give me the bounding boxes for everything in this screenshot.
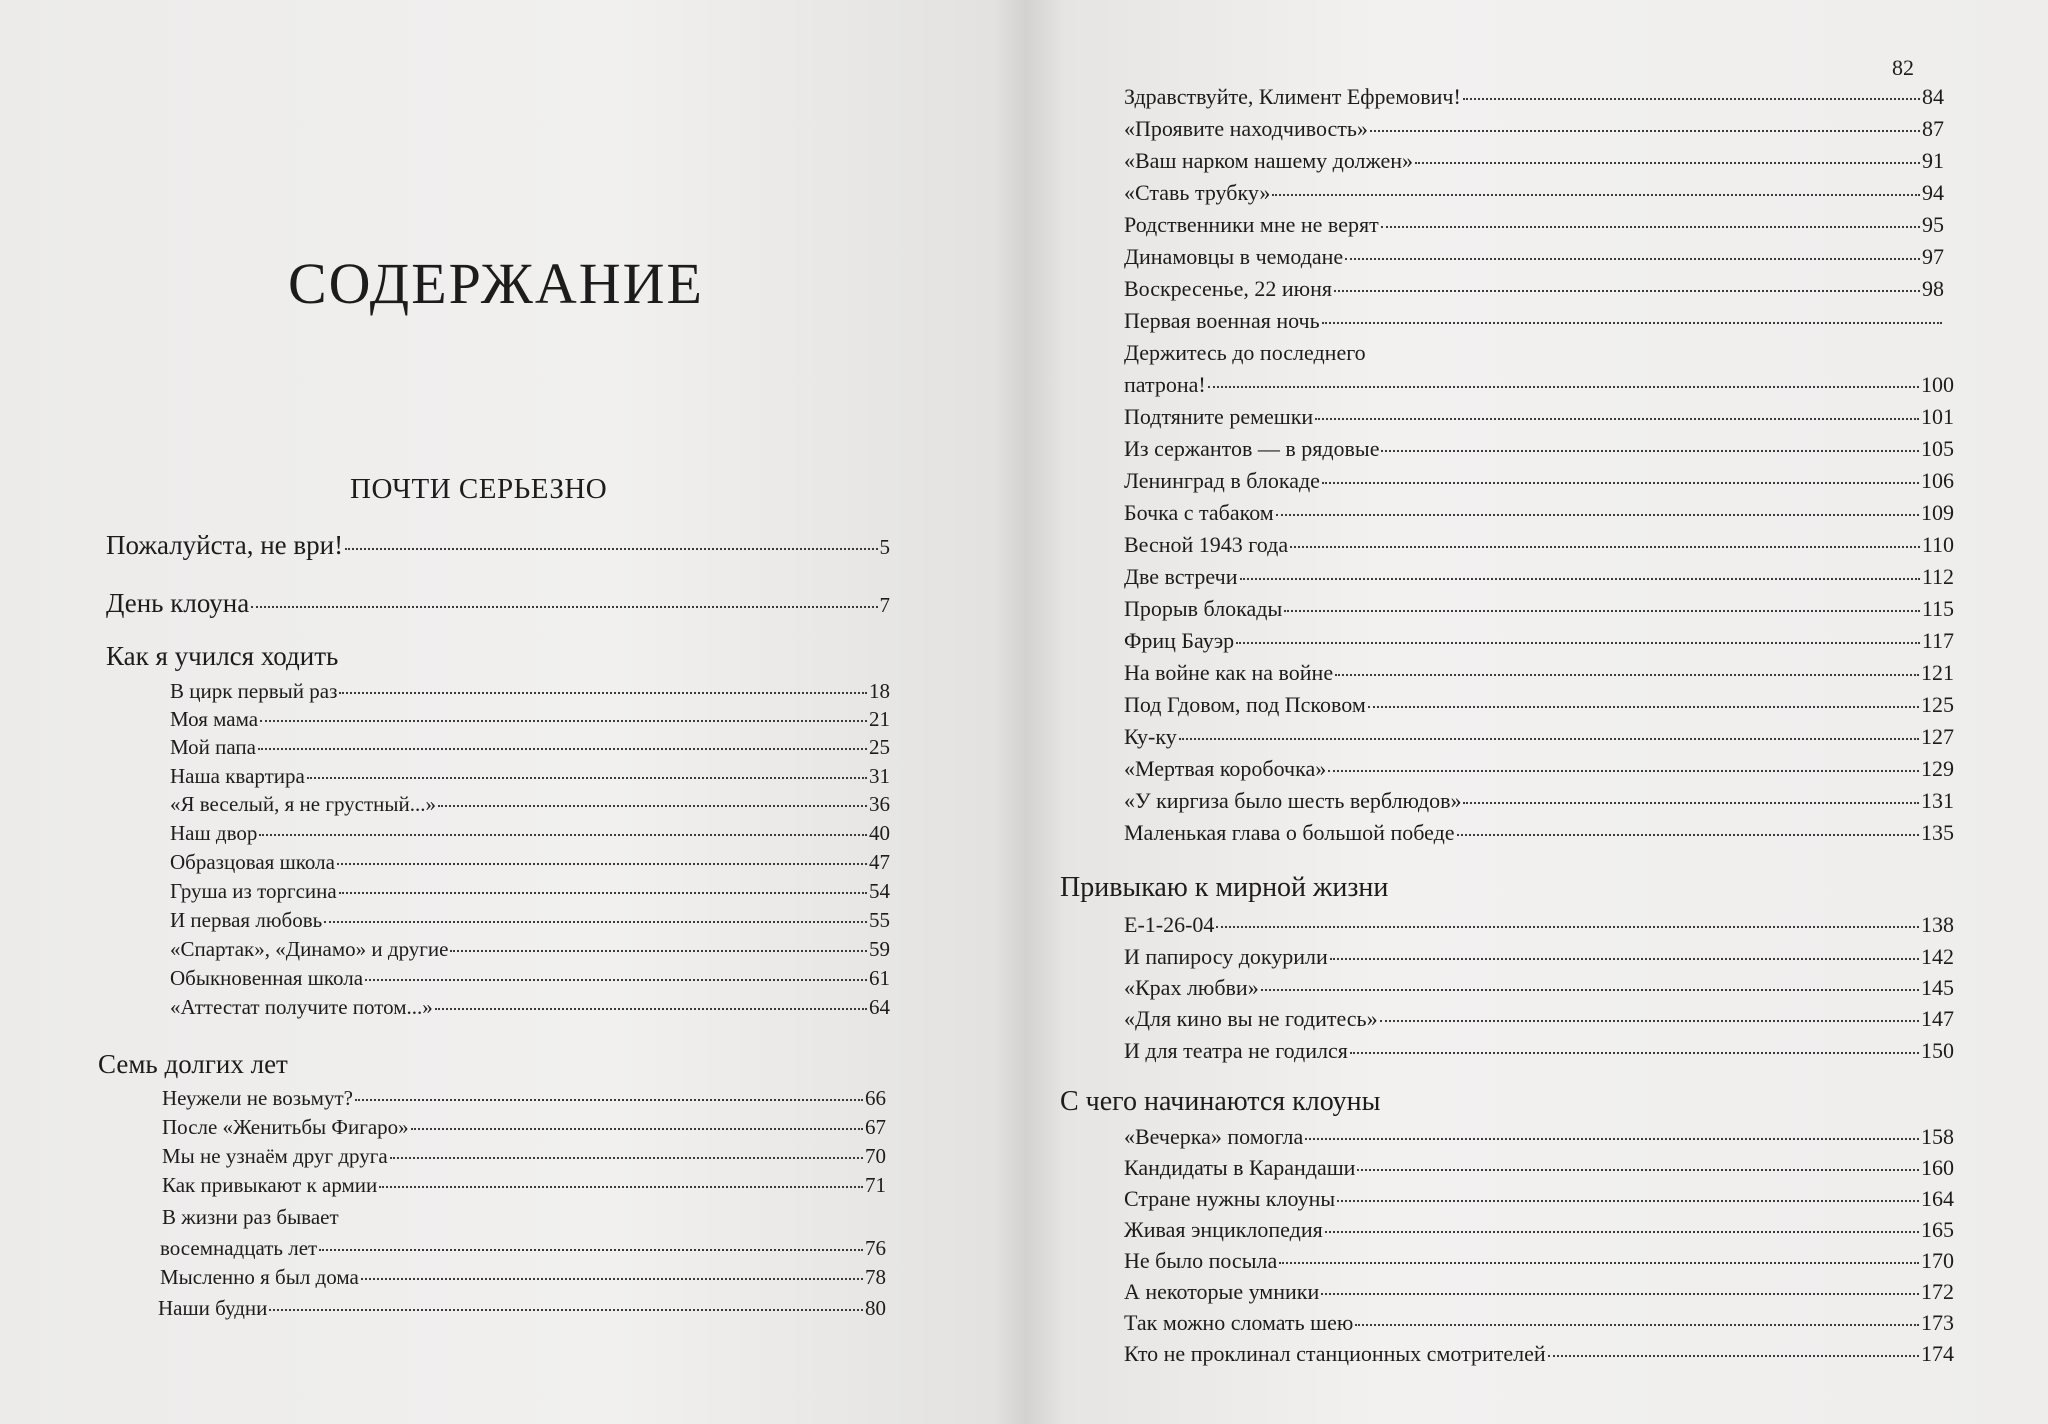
toc-entry[interactable]: Не было посыла 170 <box>1124 1248 1954 1273</box>
toc-entry[interactable]: В цирк первый раз 18 <box>170 679 890 703</box>
toc-entry[interactable]: Ку-ку 127 <box>1124 724 1954 749</box>
toc-entry[interactable]: «Я веселый, я не грустный...» 36 <box>170 792 890 816</box>
toc-entry[interactable]: Моя мама 21 <box>170 707 890 731</box>
toc-entry[interactable]: Как привыкают к армии 71 <box>162 1173 886 1197</box>
toc-entry[interactable]: Обыкновенная школа 61 <box>170 966 890 990</box>
toc-entry[interactable]: Кандидаты в Карандаши 160 <box>1124 1155 1954 1180</box>
toc-entry[interactable]: Наш двор 40 <box>170 821 890 845</box>
toc-entry[interactable]: Е-1-26-04 138 <box>1124 912 1954 937</box>
toc-entry[interactable]: восемнадцать лет 76 <box>160 1236 886 1260</box>
toc-entry[interactable]: «Аттестат получите потом...» 64 <box>170 995 890 1019</box>
toc-entry[interactable]: Мы не узнаём друг друга 70 <box>162 1144 886 1168</box>
toc-entry[interactable]: Подтяните ремешки 101 <box>1124 404 1954 429</box>
page-title: СОДЕРЖАНИЕ <box>288 251 704 316</box>
toc-entry[interactable]: Весной 1943 года 110 <box>1124 532 1954 557</box>
section-title: Семь долгих лет <box>98 1049 288 1079</box>
toc-entry[interactable]: Бочка с табаком 109 <box>1124 500 1954 525</box>
toc-entry[interactable]: И первая любовь 55 <box>170 908 890 932</box>
toc-entry[interactable]: «Спартак», «Динамо» и другие 59 <box>170 937 890 961</box>
toc-entry[interactable]: «Ваш нарком нашему должен» 91 <box>1124 148 1944 173</box>
toc-entry[interactable]: Воскресенье, 22 июня 98 <box>1124 276 1944 301</box>
toc-entry[interactable]: Пожалуйста, не ври! 5 <box>106 530 890 560</box>
toc-entry[interactable]: Наши будни 80 <box>158 1296 886 1320</box>
toc-entry[interactable]: Неужели не возьмут? 66 <box>162 1086 886 1110</box>
toc-entry[interactable]: Мысленно я был дома 78 <box>160 1265 886 1289</box>
toc-entry[interactable]: Первая военная ночь <box>1124 308 1944 334</box>
toc-entry[interactable]: Груша из торгсина 54 <box>170 879 890 903</box>
section-title: Как я учился ходить <box>106 641 339 671</box>
toc-entry[interactable]: Мой папа 25 <box>170 735 890 759</box>
section-title: С чего начинаются клоуны <box>1060 1086 1381 1117</box>
toc-entry[interactable]: И для театра не годился 150 <box>1124 1038 1954 1063</box>
toc-entry[interactable]: Родственники мне не верят 95 <box>1124 212 1944 237</box>
toc-entry[interactable]: Прорыв блокады 115 <box>1124 596 1954 621</box>
toc-entry[interactable]: Динамовцы в чемодане 97 <box>1124 244 1944 269</box>
toc-entry[interactable]: Образцовая школа 47 <box>170 850 890 874</box>
toc-entry[interactable]: В жизни раз бывает <box>162 1205 339 1229</box>
toc-entry[interactable]: «Для кино вы не годитесь» 147 <box>1124 1006 1954 1031</box>
toc-entry[interactable]: И папиросу докурили 142 <box>1124 944 1954 969</box>
right-page <box>1024 0 2048 1424</box>
toc-entry[interactable]: Две встречи 112 <box>1124 564 1954 589</box>
toc-entry[interactable]: Здравствуйте, Климент Ефремович! 84 <box>1124 84 1944 109</box>
toc-entry[interactable]: Кто не проклинал станционных смотрителей 174 <box>1124 1341 1954 1366</box>
toc-entry[interactable]: Под Гдовом, под Псковом 125 <box>1124 692 1954 717</box>
toc-entry[interactable]: патрона! 100 <box>1124 372 1954 397</box>
toc-entry[interactable]: Фриц Бауэр 117 <box>1124 628 1954 653</box>
toc-entry[interactable]: Наша квартира 31 <box>170 764 890 788</box>
part-title: ПОЧТИ СЕРЬЕЗНО <box>350 473 608 505</box>
toc-entry[interactable]: Из сержантов — в рядовые 105 <box>1124 436 1954 461</box>
toc-entry[interactable]: А некоторые умники 172 <box>1124 1279 1954 1304</box>
toc-entry[interactable]: «Проявите находчивость» 87 <box>1124 116 1944 141</box>
toc-entry[interactable]: После «Женитьбы Фигаро» 67 <box>162 1115 886 1139</box>
toc-entry[interactable]: «У киргиза было шесть верблюдов» 131 <box>1124 788 1954 813</box>
toc-entry[interactable]: «Вечерка» помогла 158 <box>1124 1124 1954 1149</box>
toc-entry[interactable]: Живая энциклопедия 165 <box>1124 1217 1954 1242</box>
toc-entry[interactable]: Стране нужны клоуны 164 <box>1124 1186 1954 1211</box>
toc-entry[interactable]: На войне как на войне 121 <box>1124 660 1954 685</box>
toc-entry[interactable]: День клоуна 7 <box>106 588 890 618</box>
section-title: Привыкаю к мирной жизни <box>1060 872 1389 903</box>
toc-entry[interactable]: Маленькая глава о большой победе 135 <box>1124 820 1954 845</box>
toc-entry[interactable]: «Мертвая коробочка» 129 <box>1124 756 1954 781</box>
toc-entry[interactable]: Так можно сломать шею 173 <box>1124 1310 1954 1335</box>
toc-entry[interactable]: Ленинград в блокаде 106 <box>1124 468 1954 493</box>
toc-entry[interactable]: «Крах любви» 145 <box>1124 975 1954 1000</box>
toc-right-column <box>1024 0 2048 1424</box>
toc-entry[interactable]: «Ставь трубку» 94 <box>1124 180 1944 205</box>
toc-entry[interactable]: Держитесь до последнего <box>1124 340 1366 365</box>
page-number: 82 <box>1892 55 1914 80</box>
